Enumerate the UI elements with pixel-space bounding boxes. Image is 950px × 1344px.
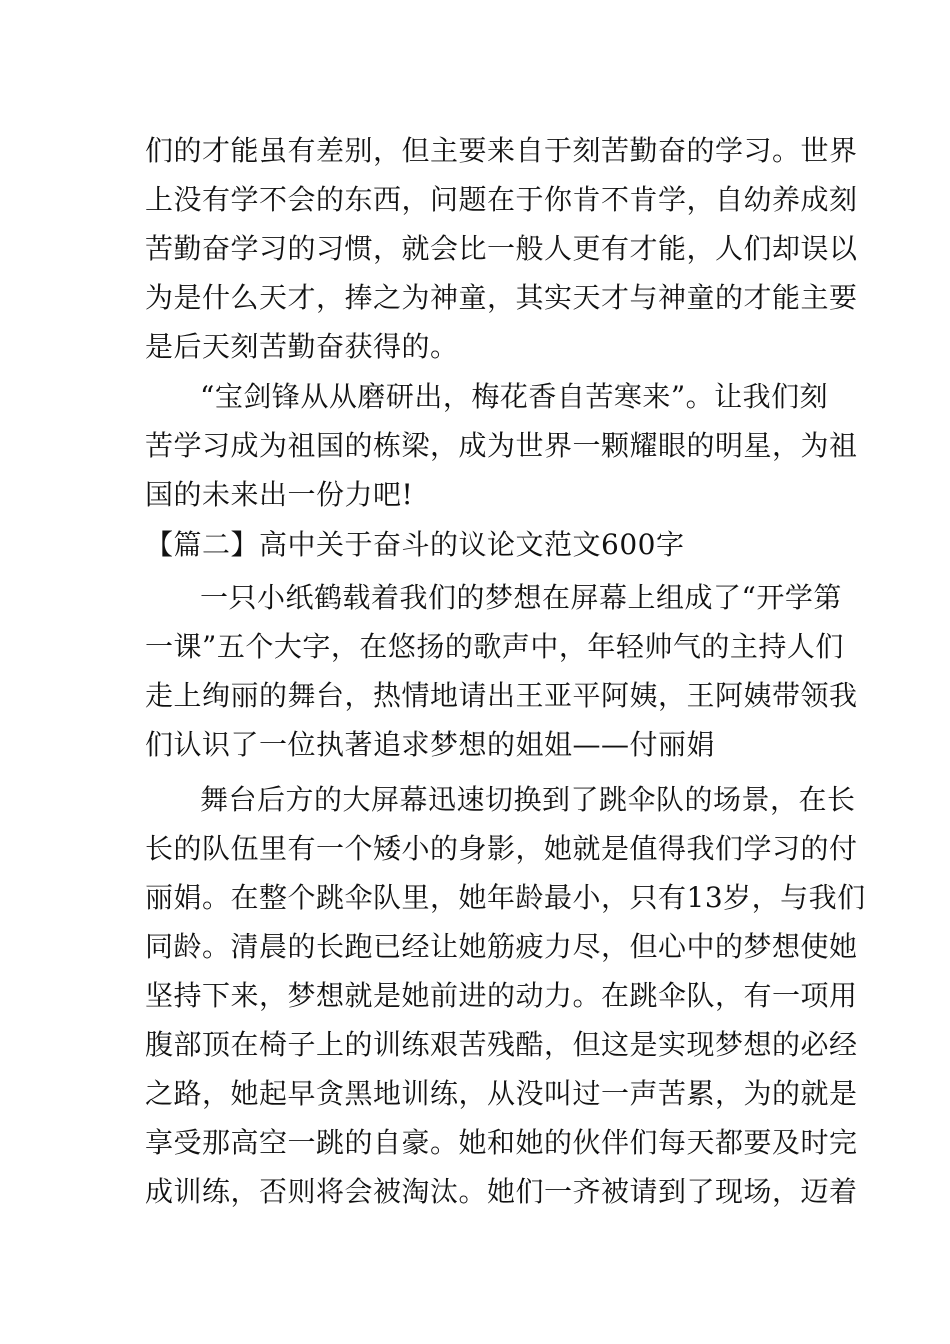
paragraph-3-line-3: 走上绚丽的舞台，热情地请出王亚平阿姨，王阿姨带领我 bbox=[145, 679, 858, 712]
paragraph-4-line-9: 成训练，否则将会被淘汰。她们一齐被请到了现场，迈着 bbox=[145, 1175, 858, 1208]
paragraph-1-line-4: 为是什么天才，捧之为神童，其实天才与神童的才能主要 bbox=[145, 281, 858, 314]
section-heading: 【篇二】高中关于奋斗的议论文范文600字 bbox=[145, 528, 685, 561]
paragraph-4-line-2: 长的队伍里有一个矮小的身影，她就是值得我们学习的付 bbox=[145, 832, 858, 865]
paragraph-3-line-1: 一只小纸鹤载着我们的梦想在屏幕上组成了“开学第 bbox=[200, 581, 842, 614]
paragraph-4-line-5: 坚持下来，梦想就是她前进的动力。在跳伞队，有一项用 bbox=[145, 979, 858, 1012]
paragraph-4-line-8: 享受那高空一跳的自豪。她和她的伙伴们每天都要及时完 bbox=[145, 1126, 858, 1159]
paragraph-4-line-6: 腹部顶在椅子上的训练艰苦残酷，但这是实现梦想的必经 bbox=[145, 1028, 858, 1061]
paragraph-1-line-3: 苦勤奋学习的习惯，就会比一般人更有才能，人们却误以 bbox=[145, 232, 858, 265]
paragraph-1-line-2: 上没有学不会的东西，问题在于你肯不肯学，自幼养成刻 bbox=[145, 183, 858, 216]
paragraph-4-line-1: 舞台后方的大屏幕迅速切换到了跳伞队的场景，在长 bbox=[200, 783, 856, 816]
paragraph-3-line-4: 们认识了一位执著追求梦想的姐姐——付丽娟 bbox=[145, 728, 716, 761]
paragraph-3-line-2: 一课”五个大字，在悠扬的歌声中，年轻帅气的主持人们 bbox=[145, 630, 844, 663]
paragraph-2-line-1: “宝剑锋从从磨研出，梅花香自苦寒来”。让我们刻 bbox=[200, 380, 829, 413]
paragraph-4-line-7: 之路，她起早贪黑地训练，从没叫过一声苦累，为的就是 bbox=[145, 1077, 858, 1110]
paragraph-2-line-2: 苦学习成为祖国的栋梁，成为世界一颗耀眼的明星，为祖 bbox=[145, 429, 858, 462]
paragraph-1-line-5: 是后天刻苦勤奋获得的。 bbox=[145, 330, 459, 363]
paragraph-4-line-4: 同龄。清晨的长跑已经让她筋疲力尽，但心中的梦想使她 bbox=[145, 930, 858, 963]
paragraph-4-line-3: 丽娟。在整个跳伞队里，她年龄最小，只有13岁，与我们 bbox=[145, 881, 866, 914]
paragraph-2-line-3: 国的未来出一份力吧! bbox=[145, 478, 414, 511]
paragraph-1-line-1: 们的才能虽有差别，但主要来自于刻苦勤奋的学习。世界 bbox=[145, 134, 858, 167]
